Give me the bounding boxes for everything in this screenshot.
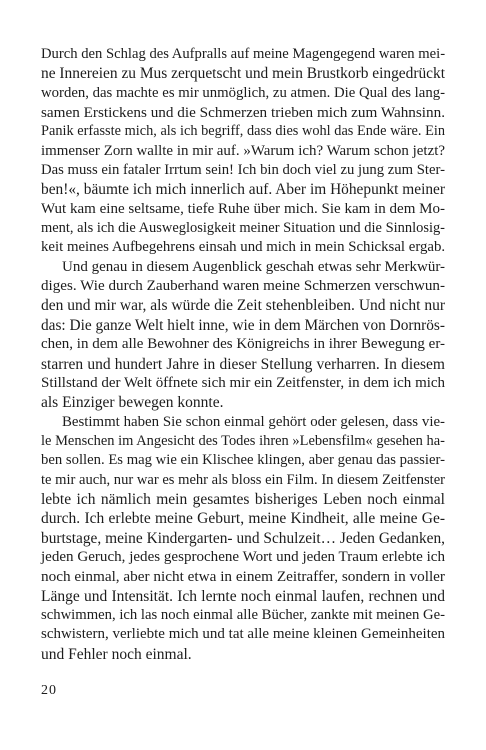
text-line: samen Erstickens und die Schmerzen trieben mich zum Wahnsinn.: [41, 104, 445, 122]
text-line: starren und hundert Jahre in dieser Stellung verharren. In diesem: [41, 355, 445, 373]
text-line: Und genau in diesem Augenblick geschah etwas sehr Merkwür-: [62, 258, 445, 275]
text-line: ben!«, bäumte ich mich innerlich auf. Aber im Höhepunkt meiner: [41, 181, 445, 199]
text-line: schwimmen, ich las noch einmal alle Bücher, zankte mit meinen Ge-: [41, 606, 445, 623]
text-line: Wut kam eine seltsame, tiefe Ruhe über mich. Sie kam in dem Mo-: [41, 200, 445, 217]
text-line: durch. Ich erlebte meine Geburt, meine Kindheit, alle meine Ge-: [41, 510, 445, 528]
text-line: noch einmal, aber nicht etwa in einem Zeitraffer, sondern in voller: [41, 568, 445, 586]
text-line: als Einziger bewegen konnte.: [41, 394, 224, 412]
text-line: und Fehler noch einmal.: [41, 645, 192, 663]
text-line: lebte ich nämlich mein gesamtes bisheriges Leben noch einmal: [41, 490, 445, 508]
text-line: schwistern, verliebte mich und tat alle meine kleinen Gemeinheiten: [41, 626, 445, 643]
text-line: worden, das machte es mir unmöglich, zu atmen. Die Qual des lang-: [41, 84, 445, 101]
text-line: den und mir war, als würde die Zeit stehenbleiben. Und nicht nur: [41, 297, 445, 315]
text-line: chen, in dem alle Bewohner des Königreichs in ihrer Bewegung er-: [41, 336, 445, 353]
page-number: 20: [41, 683, 57, 698]
text-line: diges. Wie durch Zauberhand waren meine Schmerzen verschwun-: [41, 278, 445, 295]
text-line: jeden Geruch, jedes gesprochene Wort und jeden Traum erlebte ich: [41, 548, 445, 565]
text-line: Panik erfasste mich, als ich begriff, dass dies wohl das Ende wäre. Ein: [41, 123, 445, 140]
text-line: le Menschen im Angesicht des Todes ihren »Lebensfilm« gesehen ha-: [41, 432, 445, 449]
text-line: Stillstand der Welt öffnete sich mir ein Zeitfenster, in dem ich mich: [41, 374, 445, 391]
text-line: burtstage, meine Kindergarten- und Schulzeit… Jeden Gedanken,: [41, 529, 445, 547]
text-line: keit meines Aufbegehrens einsah und mich in mein Schicksal ergab.: [41, 239, 446, 256]
text-line: ben sollen. Es mag wie ein Klischee klingen, aber genau das passier-: [41, 452, 445, 469]
text-line: te mir auch, nur war es mehr als bloss ein Film. In diesem Zeitfenster: [41, 471, 445, 488]
text-line: Bestimmt haben Sie schon einmal gehört oder gelesen, dass vie-: [62, 413, 445, 430]
text-line: Das muss ein fataler Irrtum sein! Ich bin doch viel zu jung zum Ster-: [41, 162, 445, 179]
text-line: das: Die ganze Welt hielt inne, wie in dem Märchen von Dornrös-: [41, 316, 445, 334]
text-line: immenser Zorn wallte in mir auf. »Warum ich? Warum schon jetzt?: [41, 142, 445, 159]
text-line: ne Innereien zu Mus zerquetscht und mein Brustkorb eingedrückt: [41, 65, 445, 83]
text-line: ment, als ich die Ausweglosigkeit meiner Situation und die Sinnlosig-: [41, 220, 445, 237]
text-line: Länge und Intensität. Ich lernte noch einmal laufen, rechnen und: [41, 587, 445, 605]
text-line: Durch den Schlag des Aufpralls auf meine Magengegend waren mei-: [41, 46, 446, 62]
